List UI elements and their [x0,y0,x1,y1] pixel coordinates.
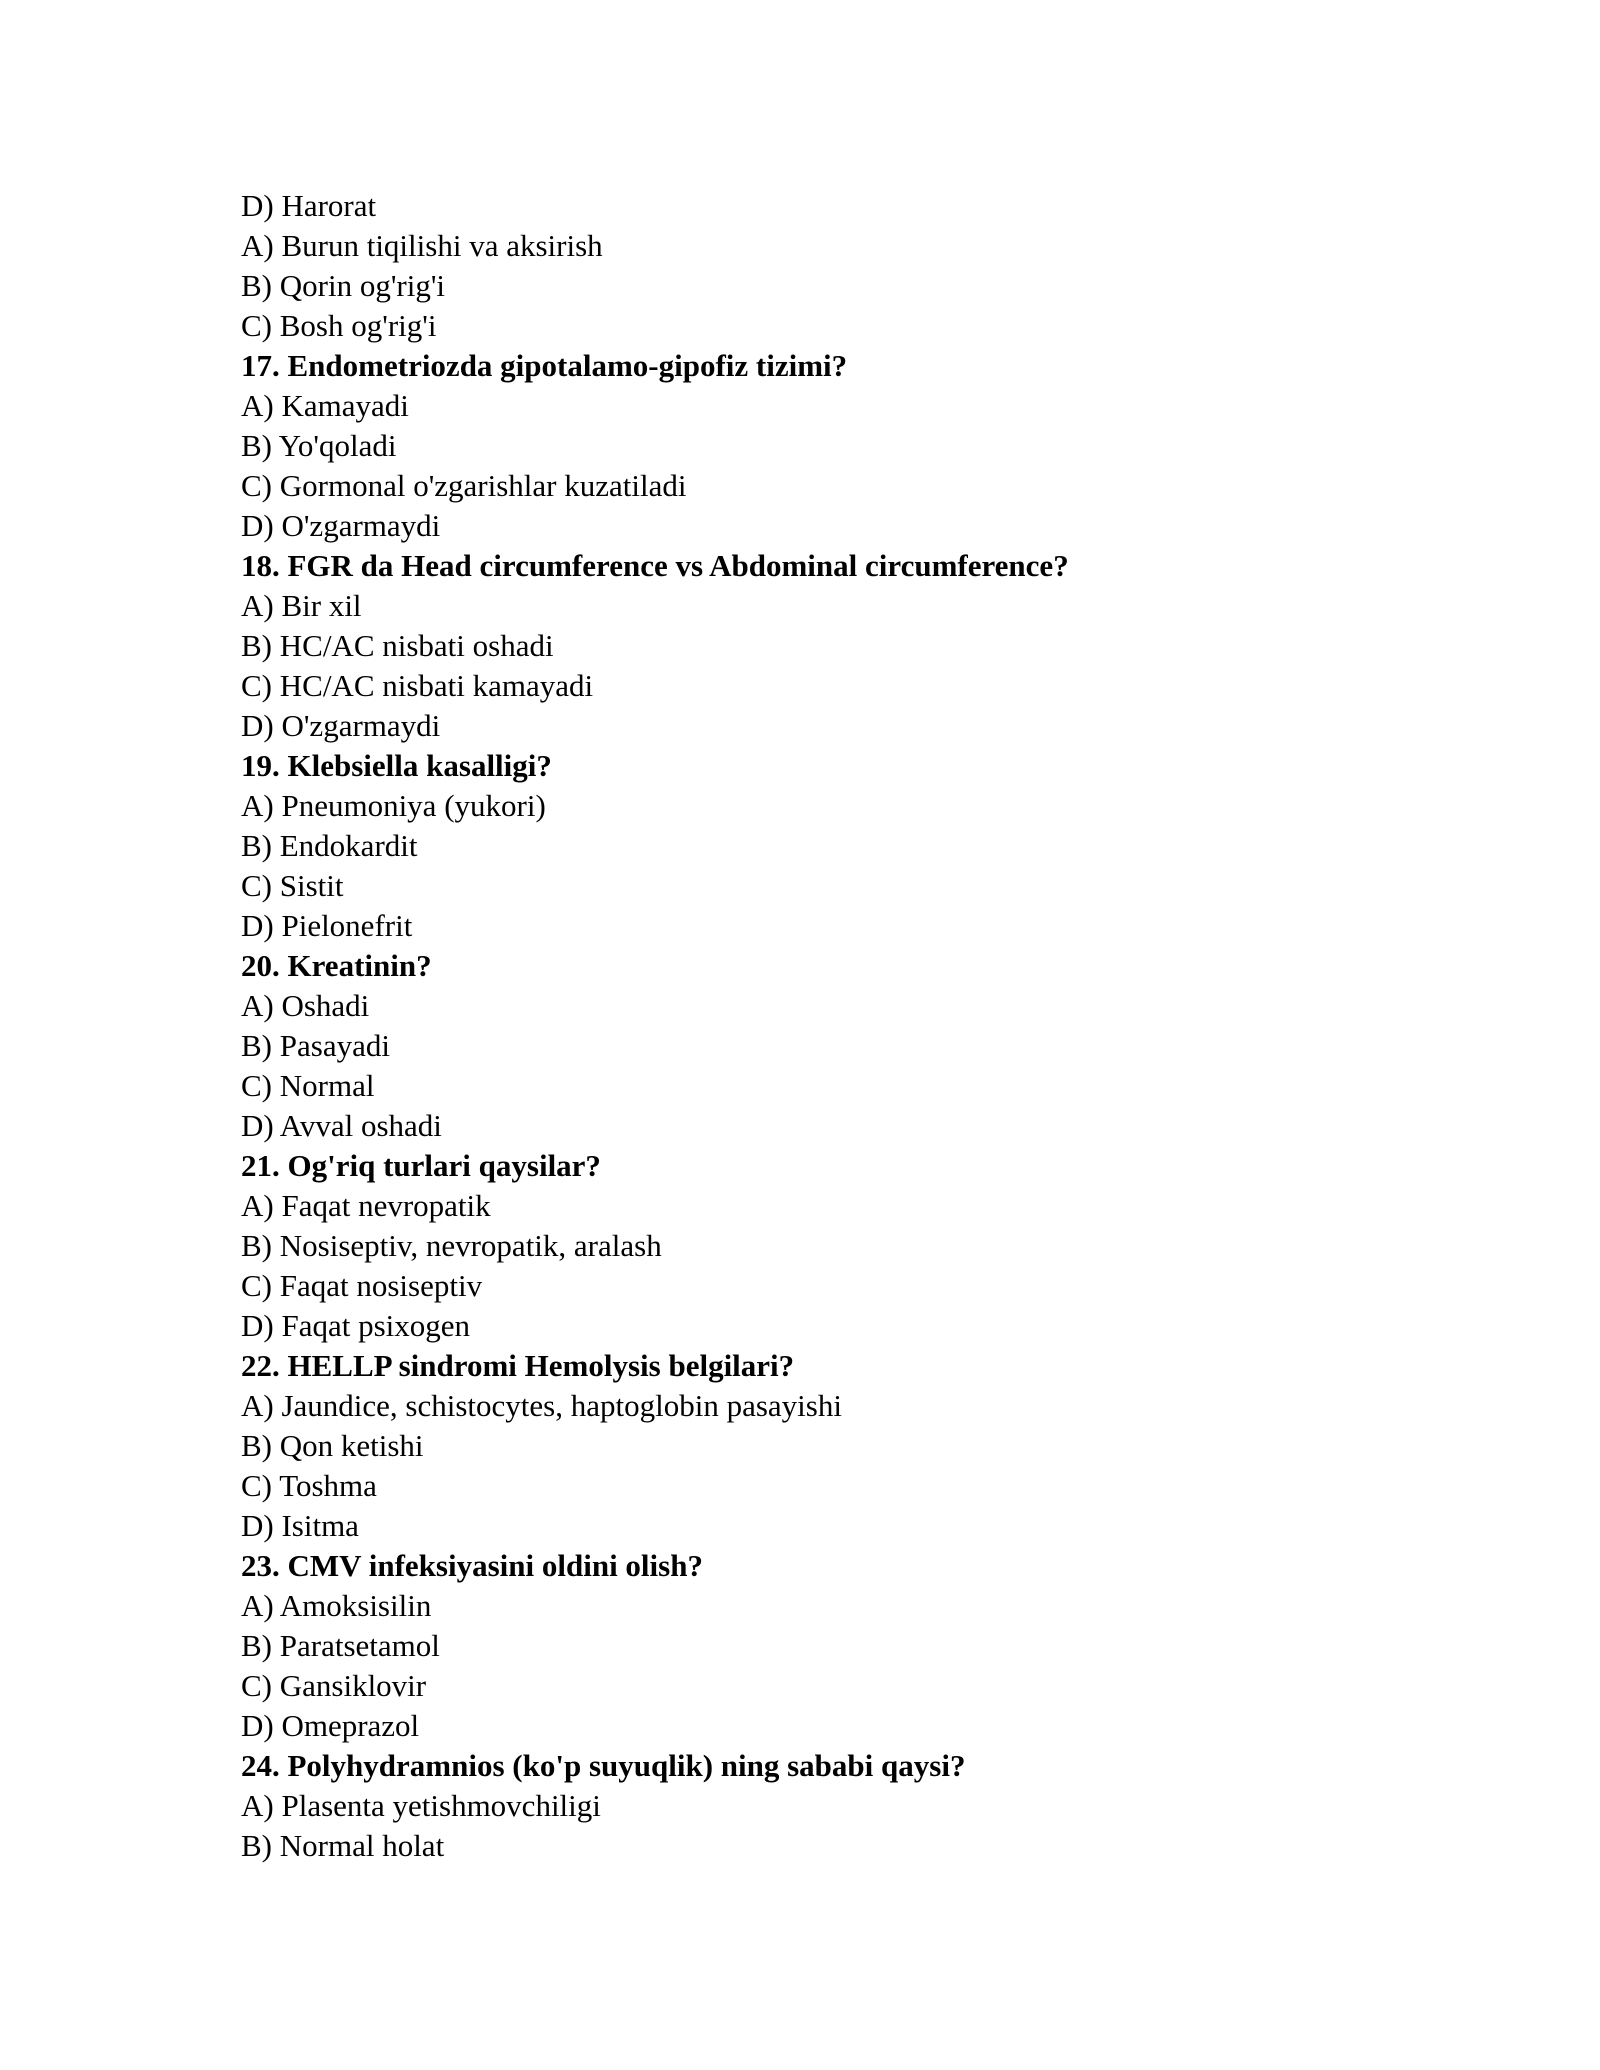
answer-option: A) Burun tiqilishi va aksirish [241,228,603,263]
answer-option: A) Faqat nevropatik [241,1188,491,1223]
answer-option: D) Omeprazol [241,1708,420,1743]
answer-option: D) O'zgarmaydi [241,708,441,743]
answer-option: B) Qon ketishi [241,1428,424,1463]
question-heading: 18. FGR da Head circumference vs Abdominal circumference? [241,548,1069,583]
answer-option: B) Qorin og'rig'i [241,268,446,303]
answer-option: C) Gormonal o'zgarishlar kuzatiladi [241,468,687,503]
answer-option: C) Sistit [241,868,344,903]
question-heading: 20. Kreatinin? [241,948,432,983]
answer-option: B) Yo'qoladi [241,428,397,463]
answer-option: A) Amoksisilin [241,1588,432,1623]
document-body [241,186,1441,1866]
answer-option: C) Bosh og'rig'i [241,308,437,343]
question-heading: 24. Polyhydramnios (ko'p suyuqlik) ning sababi qaysi? [241,1748,966,1783]
answer-option: C) Faqat nosiseptiv [241,1268,483,1303]
answer-option: C) HC/AC nisbati kamayadi [241,668,594,703]
answer-option: A) Bir xil [241,588,362,623]
answer-option: B) Normal holat [241,1828,445,1863]
question-heading: 19. Klebsiella kasalligi? [241,748,552,783]
answer-option: B) Nosiseptiv, nevropatik, aralash [241,1228,662,1263]
answer-option: D) O'zgarmaydi [241,508,441,543]
question-heading: 17. Endometriozda gipotalamo-gipofiz tizimi? [241,348,848,383]
answer-option: B) HC/AC nisbati oshadi [241,628,554,663]
answer-option: B) Endokardit [241,828,418,863]
answer-option: D) Harorat [241,188,377,223]
answer-option: B) Pasayadi [241,1028,390,1063]
answer-option: D) Isitma [241,1508,359,1543]
answer-option: C) Gansiklovir [241,1668,427,1703]
answer-option: D) Avval oshadi [241,1108,442,1143]
answer-option: D) Pielonefrit [241,908,413,943]
question-heading: 21. Og'riq turlari qaysilar? [241,1148,601,1183]
answer-option: D) Faqat psixogen [241,1308,471,1343]
question-heading: 23. CMV infeksiyasini oldini olish? [241,1548,703,1583]
answer-option: A) Oshadi [241,988,370,1023]
answer-option: B) Paratsetamol [241,1628,440,1663]
answer-option: C) Toshma [241,1468,377,1503]
answer-option: A) Plasenta yetishmovchiligi [241,1788,601,1823]
answer-option: A) Kamayadi [241,388,409,423]
answer-option: C) Normal [241,1068,375,1103]
answer-option: A) Jaundice, schistocytes, haptoglobin pasayishi [241,1388,842,1423]
question-heading: 22. HELLP sindromi Hemolysis belgilari? [241,1348,795,1383]
answer-option: A) Pneumoniya (yukori) [241,788,546,823]
